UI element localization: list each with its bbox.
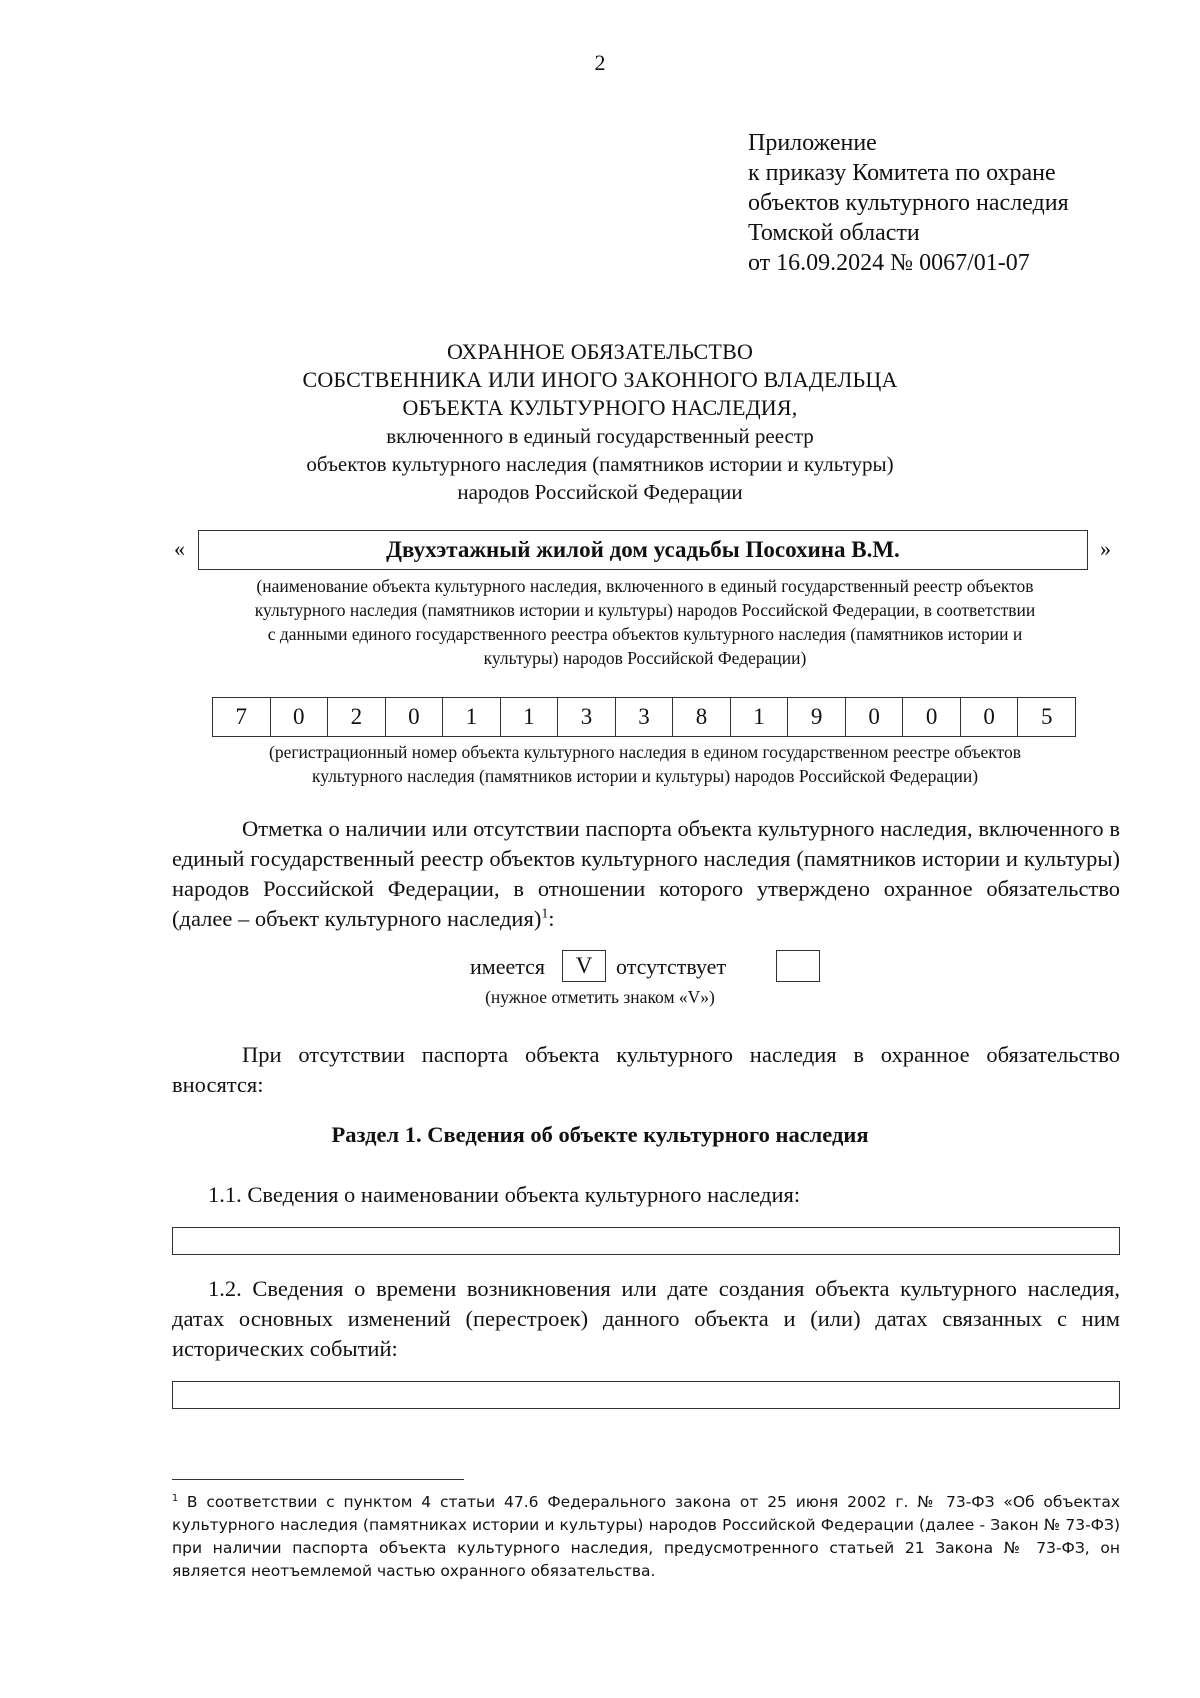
- absence-note: [172, 1040, 1120, 1100]
- reg-digit-cell: 7: [213, 698, 271, 736]
- reg-digit-cell: 2: [328, 698, 386, 736]
- reg-digit-cell: 1: [501, 698, 559, 736]
- appendix-line: от 16.09.2024 № 0067/01-07: [748, 250, 1030, 276]
- footnote-ref: 1: [541, 906, 549, 922]
- item-1-1-field: [172, 1227, 1120, 1255]
- footnote: [172, 1491, 1120, 1583]
- item-1-2-text: 1.2. Сведения о времени возникновения или дате создания объекта культурного наследия, датах основных изменений (перестроек) данного объекта и (или) датах связанных с ним исторических событий:: [172, 1276, 1120, 1361]
- title-line: включенного в единый государственный реестр: [386, 424, 814, 448]
- item-1-2-field: [172, 1381, 1120, 1409]
- document-title: [0, 338, 1200, 506]
- caption-line: с данными единого государственного реестра объектов культурного наследия (памятников истории и: [267, 624, 1023, 644]
- has-passport-label: имеется: [470, 954, 545, 979]
- appendix-line: объектов культурного наследия: [748, 190, 1069, 216]
- open-quote: «: [174, 536, 185, 561]
- title-line: СОБСТВЕННИКА ИЛИ ИНОГО ЗАКОННОГО ВЛАДЕЛЬЦА: [302, 367, 898, 392]
- title-line: ОБЪЕКТА КУЛЬТУРНОГО НАСЛЕДИЯ,: [402, 395, 798, 420]
- footnote-text: В соответствии с пунктом 4 статьи 47.6 Федерального закона от 25 июня 2002 г. № 73-ФЗ «Об объектах культурного наследия (памятниках истории и культуры) народов Российской Федерации (далее - Закон № 73-ФЗ) при наличии паспорта объекта культурного наследия, предусмотренного статьей 21 Закона № 73-ФЗ, он является неотъемлемой частью охранного обязательства.: [172, 1493, 1120, 1580]
- passport-text: Отметка о наличии или отсутствии паспорта объекта культурного наследия, включенного в единый государственный реестр объектов культурного наследия (памятников истории и культуры) народов Российской Федерации, в отношении которого утверждено охранное обязательство (далее – объект культурного наследия): [172, 816, 1120, 931]
- object-name-field: Двухэтажный жилой дом усадьбы Посохина В.М.: [198, 530, 1088, 570]
- footnote-mark: 1: [172, 1492, 179, 1504]
- caption-line: культурного наследия (памятников истории и культуры) народов Российской Федерации): [311, 766, 979, 786]
- passport-paragraph: [172, 814, 1120, 934]
- reg-digit-cell: 0: [846, 698, 904, 736]
- reg-digit-cell: 5: [1040, 704, 1053, 729]
- colon: :: [548, 906, 555, 931]
- reg-digit-cell: 0: [961, 698, 1019, 736]
- registration-caption: [190, 740, 1100, 788]
- reg-digit-cell: 0: [386, 698, 444, 736]
- reg-digit-cell: 1: [731, 698, 789, 736]
- title-line: ОХРАННОЕ ОБЯЗАТЕЛЬСТВО: [446, 339, 754, 364]
- title-line: объектов культурного наследия (памятников истории и культуры): [306, 452, 894, 476]
- reg-digit-cell: 8: [673, 698, 731, 736]
- reg-digit-cell: 9: [788, 698, 846, 736]
- page-number: 2: [594, 50, 606, 75]
- item-1-1: [172, 1180, 1120, 1210]
- footnote-separator: [172, 1479, 464, 1480]
- appendix-line: к приказу Комитета по охране: [748, 160, 1056, 186]
- item-1-2: [172, 1274, 1120, 1364]
- reg-digit-cell: 3: [558, 698, 616, 736]
- reg-digit-cell: 0: [903, 698, 961, 736]
- caption-line: культуры) народов Российской Федерации): [483, 648, 807, 668]
- reg-digit-cell: 0: [271, 698, 329, 736]
- passport-hint: (нужное отметить знаком «V»): [485, 987, 715, 1007]
- has-passport-checkbox: V: [562, 950, 606, 982]
- object-name-caption: [190, 574, 1100, 670]
- registration-number-grid: [212, 697, 1076, 737]
- reg-digit-cell: 1: [443, 698, 501, 736]
- caption-line: (регистрационный номер объекта культурного наследия в едином государственном реестре объектов: [269, 742, 1021, 762]
- passport-options: [0, 950, 1200, 984]
- reg-digit-cell: 3: [616, 698, 674, 736]
- caption-line: культурного наследия (памятников истории и культуры) народов Российской Федерации, в соответствии: [254, 600, 1036, 620]
- title-line: народов Российской Федерации: [457, 480, 743, 504]
- section-1-title: Раздел 1. Сведения об объекте культурного наследия: [331, 1122, 869, 1147]
- no-passport-label: отсутствует: [616, 954, 727, 979]
- appendix-line: Томской области: [748, 220, 920, 246]
- appendix-line: Приложение: [748, 130, 877, 156]
- absence-note-text: При отсутствии паспорта объекта культурного наследия в охранное обязательство вносятся:: [172, 1042, 1120, 1097]
- appendix-header: [748, 128, 1069, 278]
- close-quote: »: [1100, 536, 1111, 561]
- item-1-1-text: 1.1. Сведения о наименовании объекта культурного наследия:: [208, 1182, 801, 1207]
- caption-line: (наименование объекта культурного наследия, включенного в единый государственный реестр объектов: [256, 576, 1034, 596]
- no-passport-checkbox: [776, 950, 820, 982]
